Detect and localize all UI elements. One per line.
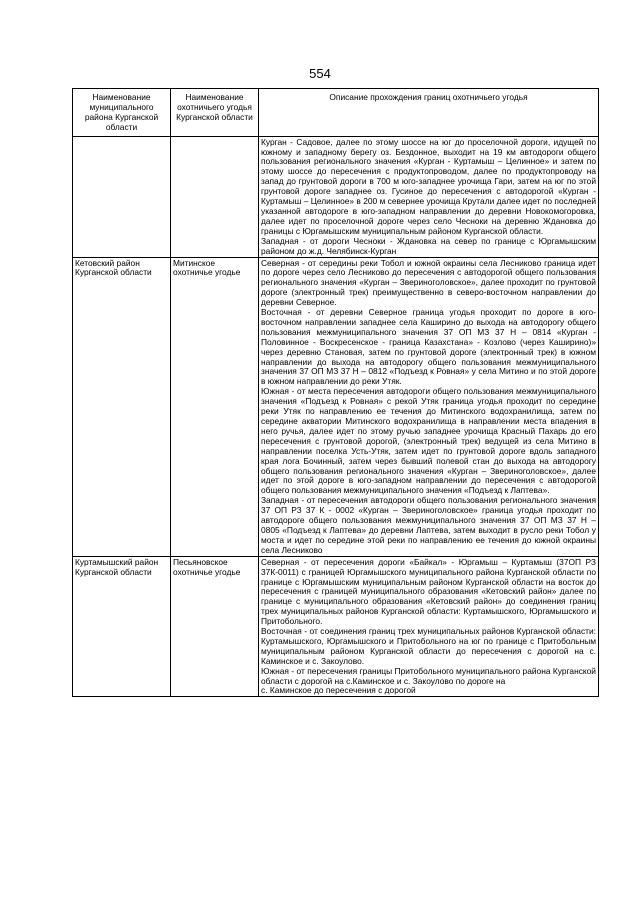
paragraph: Северная - от пересечения дороги «Байкал» - Юргамыш – Куртамыш (37ОП РЗ 37К-0011) с границей Юргамышского муниципального района Курганской области по границе с Юргамышским муниципальным районом Курганской области на восток до пересечения с границей муниципального образования «Кетовский район» далее по границе с муниципального образования «Кетовский район» до соединения границ трех муниципальных районов Курганской области: Куртамышского, Юргамышского и Притобольного. bbox=[261, 556, 596, 627]
paragraph: Восточная - от деревни Северное граница угодья проходит по дороге в юго-восточном направлении западнее села Каширино до выхода на автодорогу общего пользования межмуниципального значения 37 ОП МЗ 37 Н – 0814 «Курган - Половинное - Воскресенское - граница Казахстана» - Козлово (через Каширино)» через деревню Становая, затем по грунтовой дороге (электронный трек) в южном направлении до выхода на автодорогу общего пользования межмуниципального значения 37 ОП МЗ 37 Н – 0812 «Подъезд к Ровная» у села Митино и по этой дороге в южном направлении до реки Утяк. bbox=[261, 307, 596, 387]
paragraph: Западная - от пересечения автодороги общего пользования регионального значения 37 ОП РЗ 37 К - 0002 «Курган – Звериноголовское» граница угодья проходит по автодороге общего пользования межмуниципального значения 37 ОП МЗ 37 Н – 0805 «Подъезд к Лаптева» до деревни Лаптева, затем выходит в русло реки Тобол у моста и идет по середине этой реки по направлению ее течения до южной окраины села Лесниково bbox=[261, 495, 596, 555]
cell-district: Кетовский район Курганской области bbox=[73, 257, 171, 556]
paragraph: Северная - от середины реки Тобол и южной окраины села Лесниково граница идет по дороге через село Лесниково до пересечения с автодорогой общего пользования регионального значения «Курган – Звериноголовское», далее проходит по грунтовой дороге (электронный трек) преимущественно в северо-восточном направлении до деревни Северное. bbox=[261, 257, 596, 308]
paragraph: Южная - от места пересечения автодороги общего пользования межмуниципального значения «Подъезд к Ровная» с рекой Утяк граница угодья проходит по середине реки Утяк по направлению ее течения до Митинского водохранилища, затем по середине акватории Митинского водохранилища в направлении места впадения в него ручья, далее идет по этому ручью западнее урочища Красный Пахарь до его пересечения с грунтовой дорогой, (электронный трек) ведущей из села Митино в направлении поселка Усть-Утяк, затем идет по грунтовой дороге вдоль западного края лога Бочинный, затем через бывший полевой стан до выхода на автодорогу общего пользования регионального значения «Курган – Звериноголовское», далее идет по этой дороге в юго-западном направлении до пересечения с автодорогой общего пользования межмуниципального значения «Подъезд к Лаптева». bbox=[261, 386, 596, 496]
cell-description bbox=[259, 556, 599, 696]
cell-ground: Митинское охотничье угодье bbox=[171, 257, 259, 556]
table-row bbox=[73, 556, 599, 696]
paragraph: Южная - от пересечения границы Притобольного муниципального района Курганской области с дорогой на с.Каминское и с. Закоулово по дороге на bbox=[261, 665, 596, 686]
paragraph: Восточная - от соединения границ трех муниципальных районов Курганской области: Куртамышского, Юргамышского и Притобольного на юг по границе с Притобольным муниципальным районом Курганской области до пересечения с дорогой на с. Каминское и с. Закоулово. bbox=[261, 626, 596, 666]
cell-ground: Песьяновское охотничье угодье bbox=[171, 556, 259, 696]
paragraph-cut-line: с. Каминское до пересечения с дорогой bbox=[261, 686, 416, 696]
header-district: Наименование муниципального района Курганской области bbox=[73, 89, 171, 137]
cell-description bbox=[259, 136, 599, 257]
table-row bbox=[73, 257, 599, 556]
page-number: 554 bbox=[309, 66, 331, 81]
paragraph: Западная - от дороги Чесноки - Ждановка на север по границе с Юргамышским районом до ж.д. Челябинск-Курган bbox=[261, 235, 596, 256]
hunting-grounds-table bbox=[72, 88, 599, 697]
cell-ground bbox=[171, 136, 259, 257]
paragraph: Курган - Садовое, далее по этому шоссе на юг до проселочной дороги, идущей по южному и западному берегу оз. Бездонное, выходит на 19 км автодороги общего пользования регионального значения «Курган - Куртамыш – Целинное» и затем по этому шоссе до пересечения с продуктопроводом, далее по продуктопроводу на запад до грунтовой дороги в 700 м юго-западнее урочища Гари, затем на юг по этой грунтовой дороге западнее оз. Гусиное до пересечения с автодорогой «Курган - Куртамыш – Целинное» в 200 м севернее урочища Крутали далее идет по последней указанной автодороге в юго-западном направлении до деревни Новокомогоровка, далее идет по проселочной дороге через село Чесноки на деревню Ждановка до границы с Юргамышским муниципальным районом Курганской области. bbox=[261, 136, 596, 236]
cell-district: Куртамышский район Курганской области bbox=[73, 556, 171, 696]
cell-description bbox=[259, 257, 599, 556]
header-ground: Наименование охотничьего угодья Курганской области bbox=[171, 89, 259, 137]
header-description: Описание прохождения границ охотничьего угодья bbox=[259, 89, 599, 137]
table-header-row bbox=[73, 89, 599, 137]
table-row bbox=[73, 136, 599, 257]
cell-district bbox=[73, 136, 171, 257]
